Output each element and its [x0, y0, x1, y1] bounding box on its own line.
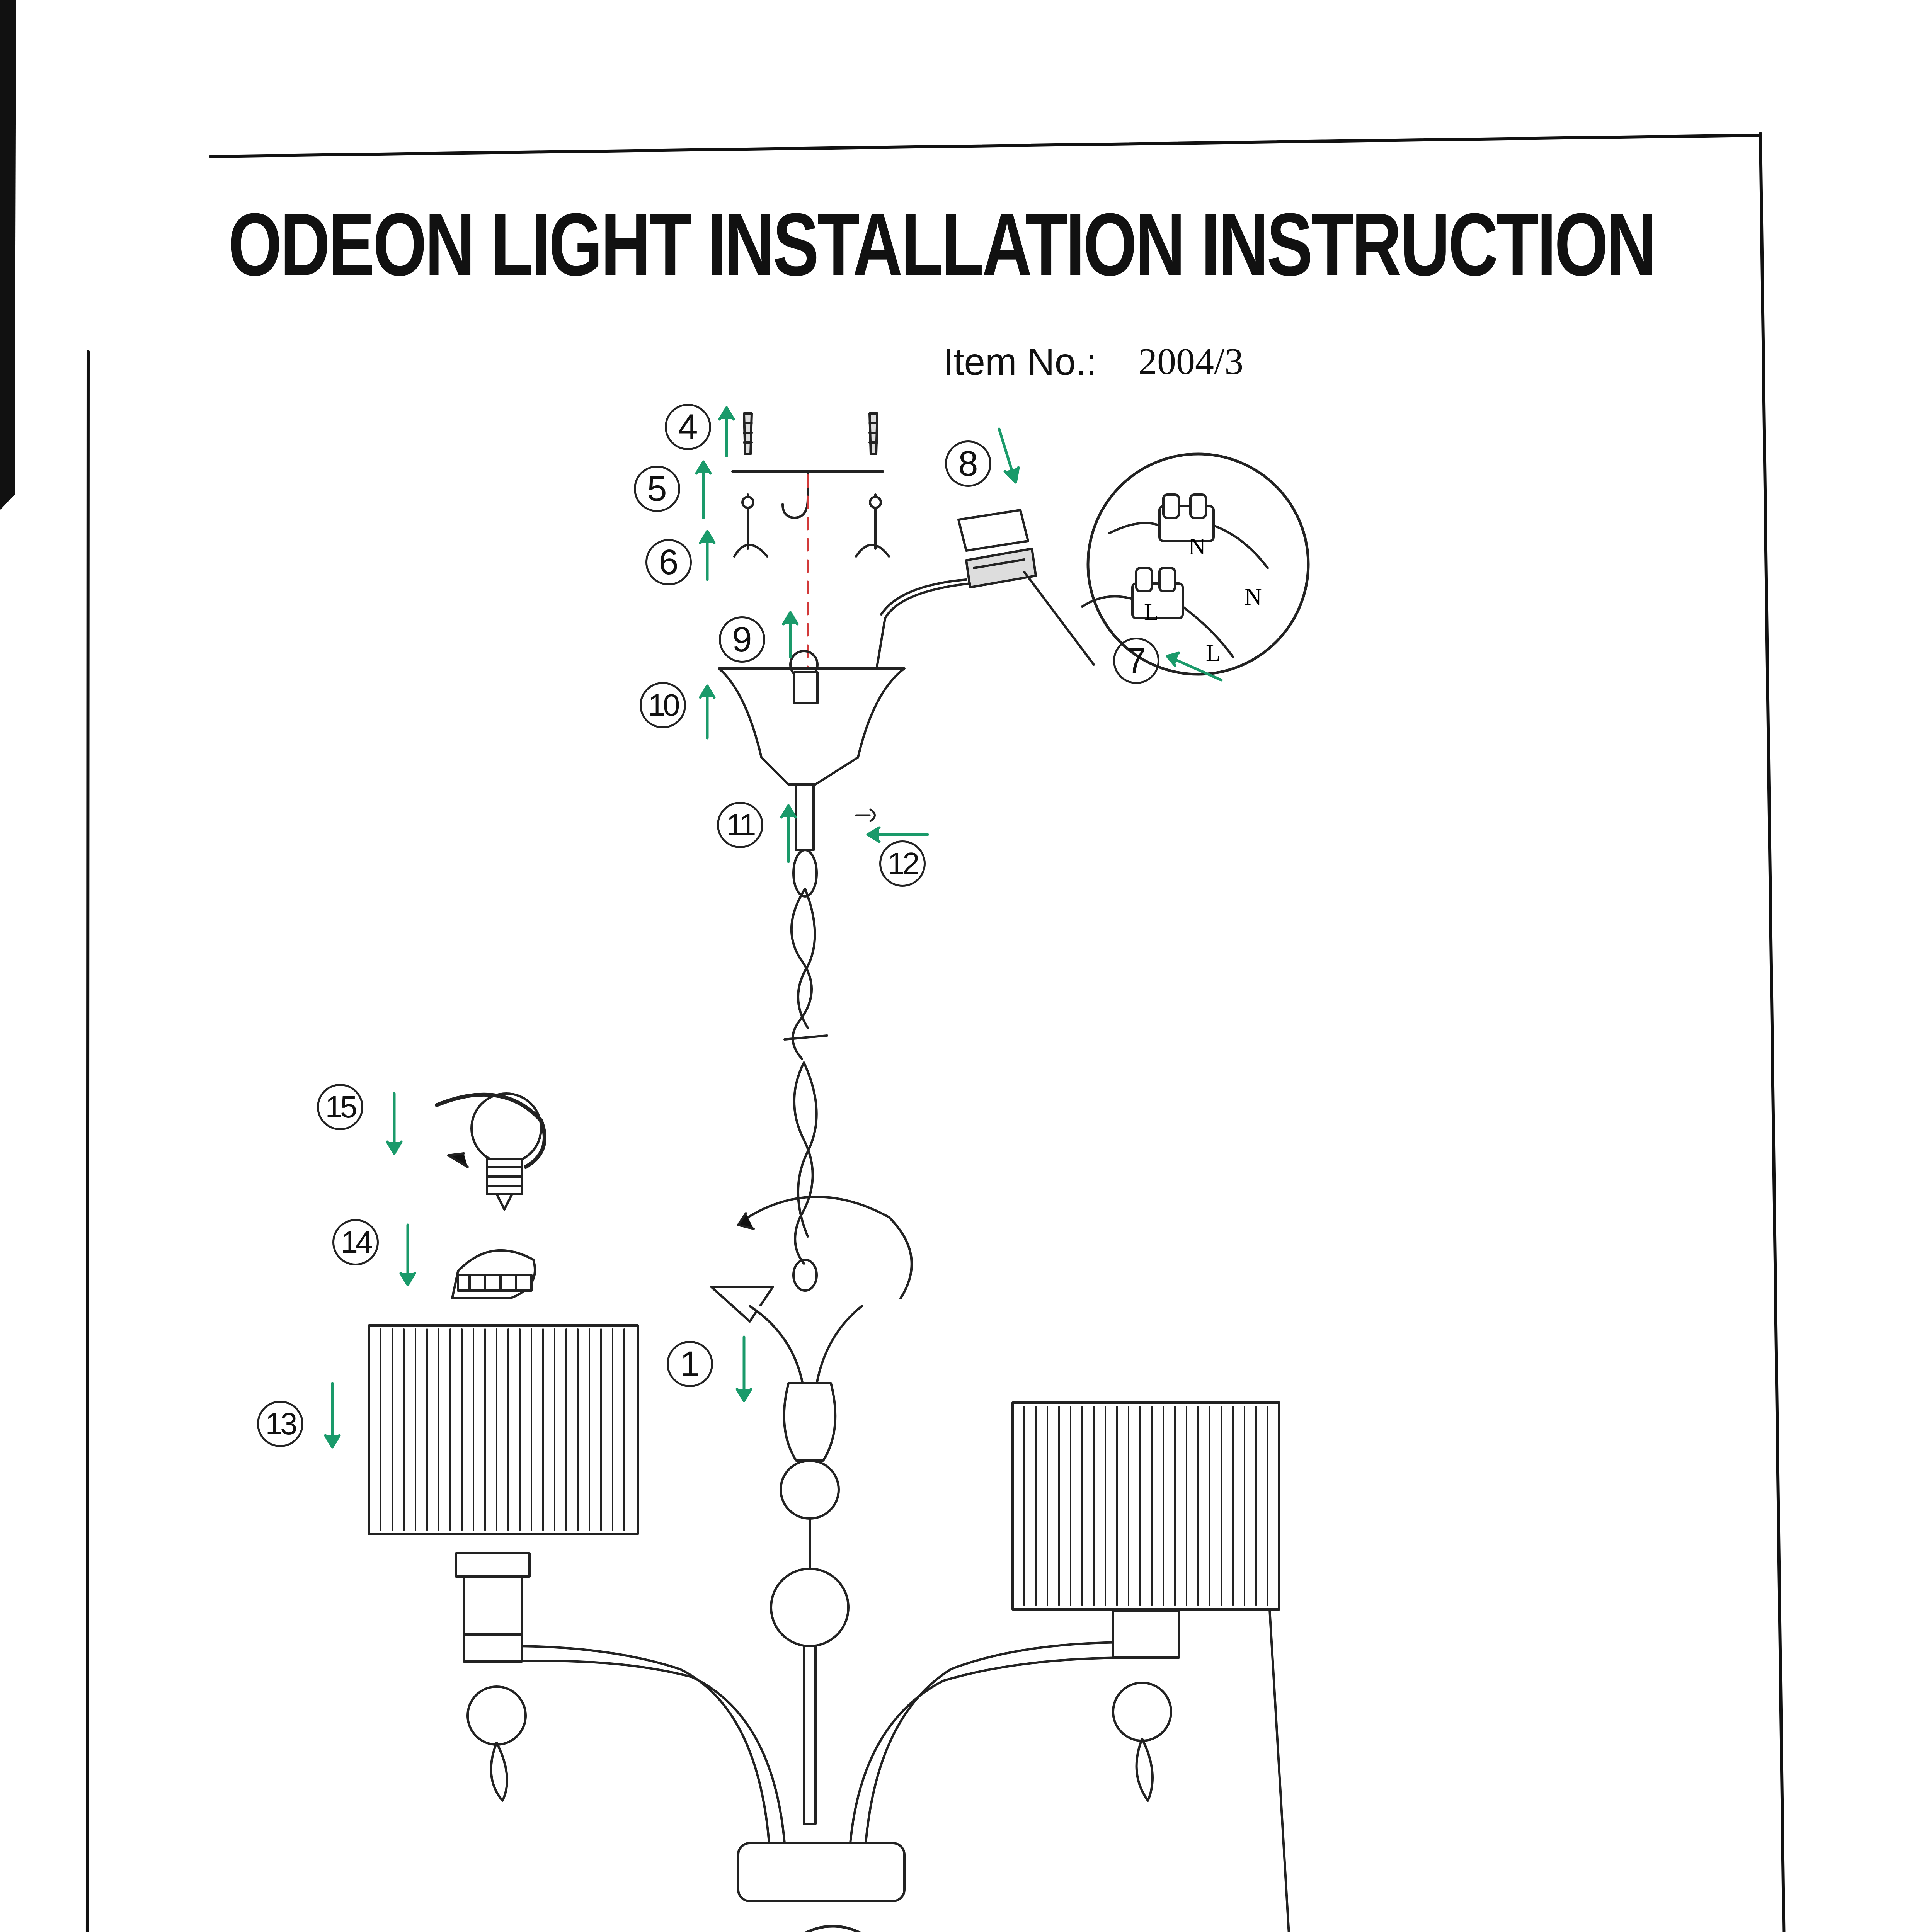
chain-rod	[796, 784, 814, 850]
body-ball-upper	[781, 1461, 839, 1519]
terminal-label-l-wire: L	[1206, 640, 1221, 666]
body-stem	[804, 1646, 815, 1824]
callout-7: 7	[1113, 638, 1159, 684]
top-border-line	[211, 135, 1760, 156]
detail-leader-line	[1024, 572, 1094, 665]
bottom-detail-ellipse	[738, 1926, 928, 1932]
item-number-value: 2004/3	[1138, 341, 1244, 383]
right-border-line	[1760, 133, 1793, 1932]
callout-9: 9	[719, 616, 765, 663]
shade-leader-line	[1270, 1609, 1291, 1932]
terminal-label-n: N	[1188, 534, 1206, 560]
socket-left	[456, 1553, 529, 1577]
callout-4: 4	[665, 404, 711, 450]
callout-11: 11	[717, 802, 763, 848]
canopy-nut	[794, 672, 817, 703]
shade-right	[1013, 1403, 1279, 1609]
callout-15: 15	[317, 1084, 363, 1130]
ceiling-hook	[783, 471, 808, 518]
scan-edge-shadow	[0, 0, 16, 510]
connector-detail-circle	[1088, 454, 1308, 674]
wall-anchor-right	[870, 413, 877, 454]
terminal-block	[873, 510, 1036, 688]
arm-hub	[738, 1843, 904, 1901]
left-border-line	[87, 352, 88, 1932]
screw-left	[734, 495, 767, 556]
callout-12: 12	[879, 840, 926, 887]
drop-right	[1113, 1683, 1171, 1741]
callout-1: 1	[667, 1341, 713, 1387]
drop-left	[468, 1687, 526, 1745]
callout-5: 5	[634, 466, 680, 512]
bulb	[437, 1094, 545, 1209]
shade-ring	[452, 1250, 535, 1298]
shade-left	[369, 1325, 638, 1534]
callout-10: 10	[640, 682, 686, 728]
callout-14: 14	[332, 1219, 379, 1265]
terminal-label-n-wire: N	[1245, 584, 1262, 610]
arm-right	[866, 1642, 1132, 1843]
item-number-label: Item No.:	[943, 340, 1097, 383]
screw-right	[856, 495, 889, 556]
body-ball-lower	[771, 1569, 848, 1646]
socket-right	[1113, 1611, 1179, 1658]
set-screw	[856, 810, 875, 821]
wall-anchor-left	[744, 413, 752, 454]
page-title: ODEON LIGHT INSTALLATION INSTRUCTION	[228, 195, 1655, 294]
terminal-label-l: L	[1144, 599, 1159, 626]
callout-6: 6	[645, 539, 692, 585]
callout-13: 13	[257, 1401, 303, 1447]
chain	[785, 850, 827, 1291]
step-arrows	[325, 408, 1221, 1932]
callout-8: 8	[945, 440, 991, 487]
rotate-arrow-top	[742, 1197, 912, 1298]
arm-left	[510, 1646, 769, 1843]
